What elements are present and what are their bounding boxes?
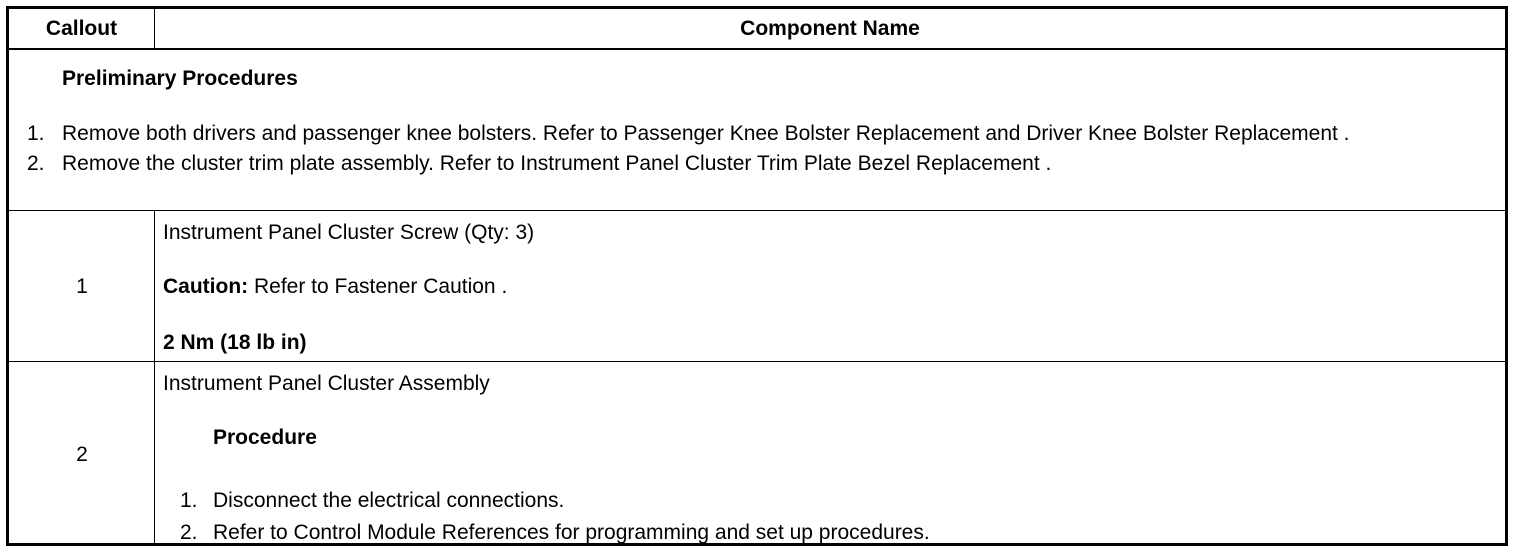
step-number: 1.	[180, 489, 198, 512]
caution-label: Caution:	[163, 275, 249, 298]
step-text: Disconnect the electrical connections.	[213, 489, 565, 512]
callout-number: 2	[76, 443, 88, 466]
callout-cell	[9, 211, 155, 361]
callout-column-header: Callout	[9, 9, 155, 48]
step-number: 2.	[180, 521, 198, 544]
component-cell	[155, 362, 1505, 543]
step-number: 1.	[27, 122, 45, 145]
table-row	[9, 211, 1505, 362]
callout-cell	[9, 362, 155, 543]
preliminary-steps-list	[27, 119, 1465, 179]
table-row	[9, 362, 1505, 543]
table-header-row	[9, 9, 1505, 50]
component-cell	[155, 211, 1505, 361]
component-name: Instrument Panel Cluster Assembly	[163, 372, 490, 395]
component-table	[6, 6, 1508, 546]
component-name: Instrument Panel Cluster Screw (Qty: 3)	[163, 221, 535, 244]
list-item	[27, 119, 1465, 149]
list-item	[180, 485, 930, 517]
list-item	[27, 149, 1465, 179]
procedure-title: Procedure	[213, 426, 317, 449]
procedure-steps-list	[180, 485, 930, 549]
caution-text: Refer to Fastener Caution .	[248, 275, 508, 298]
torque-spec: 2 Nm (18 lb in)	[163, 331, 307, 354]
component-name-column-header: Component Name	[740, 17, 920, 40]
step-number: 2.	[27, 152, 45, 175]
preliminary-procedures-title: Preliminary Procedures	[62, 67, 298, 90]
step-text: Refer to Control Module References for programming and set up procedures.	[213, 521, 930, 544]
step-text: Remove both drivers and passenger knee bolsters. Refer to Passenger Knee Bolster Replacement and Driver Knee Bolster Replacement .	[62, 122, 1350, 145]
list-item	[180, 517, 930, 549]
preliminary-procedures-row	[9, 50, 1505, 211]
caution-note	[163, 275, 507, 299]
callout-number: 1	[76, 275, 88, 298]
step-text: Remove the cluster trim plate assembly. Refer to Instrument Panel Cluster Trim Plate Bezel Replacement .	[62, 152, 1052, 175]
